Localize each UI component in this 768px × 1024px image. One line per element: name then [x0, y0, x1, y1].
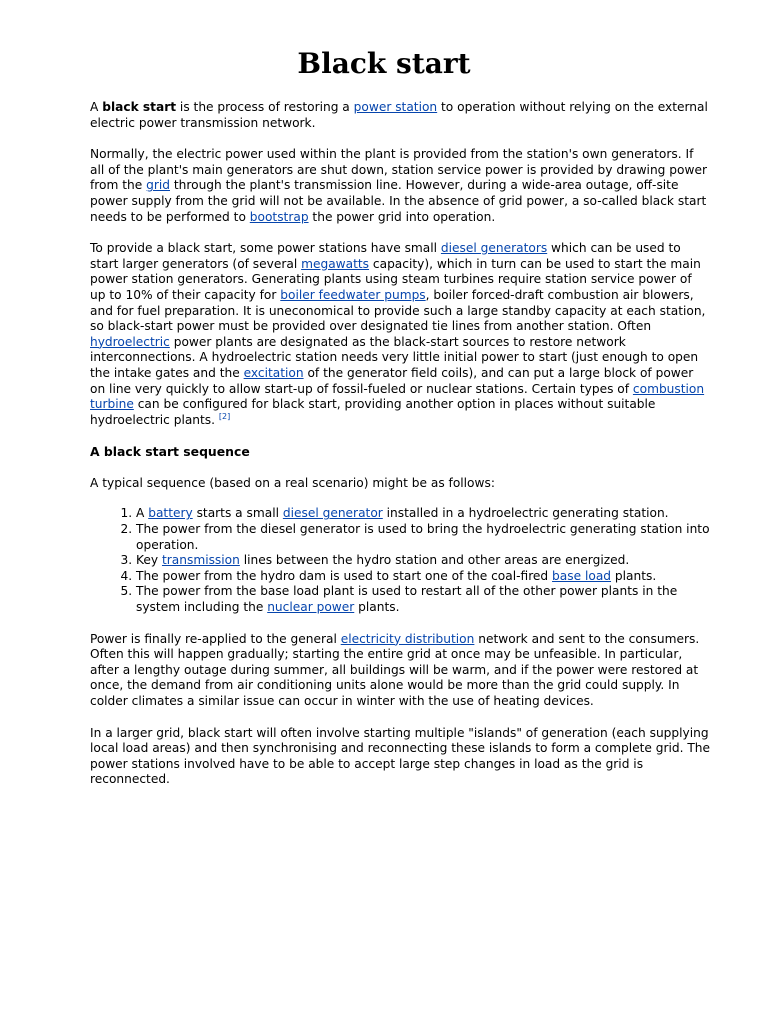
link-bootstrap[interactable]: bootstrap	[249, 209, 309, 224]
link-excitation[interactable]: excitation	[243, 365, 304, 380]
list-item: 2. The power from the diesel generator is used to bring the hydroelectric generating station into operation.	[136, 522, 710, 553]
link-power-station[interactable]: power station	[353, 100, 438, 114]
link-hydroelectric[interactable]: hydroelectric	[90, 334, 170, 349]
list-item: 4. The power from the hydro dam is used to start one of the coal-fired base load plants.	[136, 569, 710, 585]
list-item: 1. A battery starts a small diesel generator installed in a hydroelectric generating station.	[136, 506, 710, 522]
link-diesel-generator[interactable]: diesel generator	[282, 506, 383, 521]
link-boiler-feedwater-pumps[interactable]: boiler feedwater pumps	[280, 287, 426, 302]
article-body	[90, 100, 710, 788]
intro-paragraph: A black start is the process of restoring a power station to operation without relying on the external electric power transmission network.	[90, 100, 708, 130]
link-grid[interactable]: grid	[146, 178, 170, 193]
section-heading: A black start sequence	[90, 444, 250, 460]
paragraph-reapply-power: Power is finally re-applied to the general electricity distribution network and sent to the consumers. Often this will happen gradually; starting the entire grid at once may be unfeasible. In particular, after a lengthy outage during summer, all buildings will be warm, and if the power were restored at once, the demand from air conditioning units alone would be more than the grid could supply. In colder climates a similar issue can occur in winter with the use of heating devices.	[90, 631, 700, 708]
sequence-list	[90, 506, 710, 615]
link-diesel-generators[interactable]: diesel generators	[440, 241, 548, 256]
reference-link[interactable]: [2]	[218, 411, 231, 421]
sequence-intro: A typical sequence (based on a real scenario) might be as follows:	[90, 475, 495, 490]
link-combustion-turbine[interactable]: combustion turbine	[90, 381, 705, 412]
page-title: Black start	[297, 47, 471, 80]
link-transmission[interactable]: transmission	[161, 553, 240, 568]
link-megawatts[interactable]: megawatts	[301, 256, 370, 271]
list-item: 3. Key transmission lines between the hydro station and other areas are energized.	[136, 553, 710, 569]
list-item: 5. The power from the base load plant is used to restart all of the other power plants in the system including the nuclear power plants.	[136, 584, 710, 615]
paragraph-station-power: Normally, the electric power used within the plant is provided from the station's own generators. If all of the plant's main generators are shut down, station service power is provided by drawing power from the grid through the plant's transmission line. However, during a wide-area outage, off-site power supply from the grid will not be available. In the absence of grid power, a so-called black start needs to be performed to bootstrap the power grid into operation.	[90, 147, 707, 224]
term-black-start: black start	[102, 100, 177, 114]
paragraph-islands: In a larger grid, black start will often involve starting multiple "islands" of generation (each supplying local load areas) and then synchronising and reconnecting these islands to form a complete grid. The power stations involved have to be able to accept large step changes in load as the grid is reconnected.	[90, 725, 711, 787]
paragraph-black-start-power: To provide a black start, some power stations have small diesel generators which can be used to start larger generators (of several megawatts capacity), which in turn can be used to start the main power station generators. Generating plants using steam turbines require station service power of up to 10% of their capacity for boiler feedwater pumps, boiler forced-draft combustion air blowers, and for fuel preparation. It is uneconomical to provide such a large standby capacity at each station, so black-start power must be provided over designated tie lines from another station. Often hydroelectric power plants are designated as the black-start sources to restore network interconnections. A hydroelectric station needs very little initial power to start (just enough to open the intake gates and the excitation of the generator field coils), and can put a large block of power on line very quickly to allow start-up of fossil-fueled or nuclear stations. Certain types of combustion turbine can be configured for black start, providing another option in places without suitable hydroelectric plants. [2]	[90, 241, 706, 427]
link-base-load[interactable]: base load	[552, 568, 612, 583]
reference-marker	[219, 412, 230, 421]
link-nuclear-power[interactable]: nuclear power	[267, 600, 355, 615]
link-electricity-distribution[interactable]: electricity distribution	[340, 631, 475, 646]
link-battery[interactable]: battery	[148, 506, 193, 521]
